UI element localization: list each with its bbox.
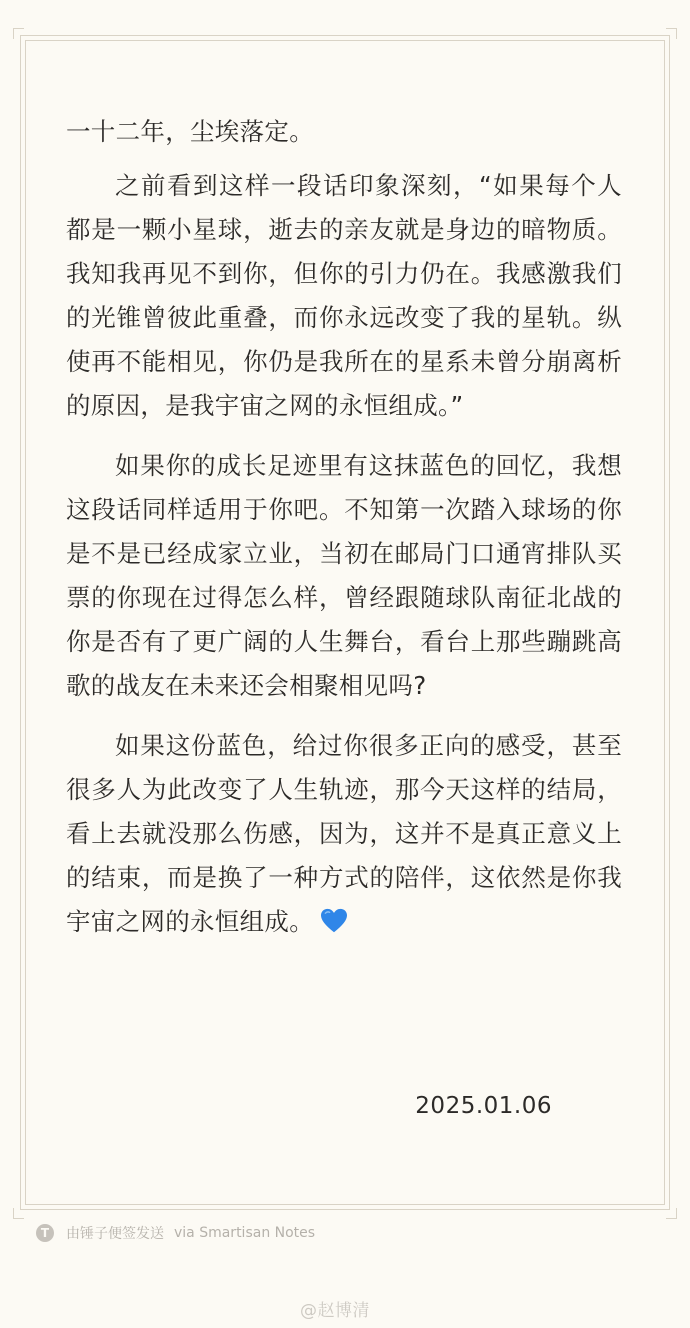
frame-corner — [666, 1208, 677, 1219]
blue-heart-icon — [320, 908, 348, 934]
smartisan-logo-icon: T — [36, 1224, 54, 1242]
sent-via-en: via Smartisan Notes — [174, 1225, 316, 1241]
note-paragraph: 如果你的成长足迹里有这抹蓝色的回忆，我想这段话同样适用于你吧。不知第一次踏入球场的你是不是已经成家立业，当初在邮局门口通宵排队买票的你现在过得怎么样，曾经跟随球队南征北战的你是否有了更广阔的人生舞台，看台上那些蹦跳高歌的战友在未来还会相聚相见吗? — [66, 451, 622, 700]
note-paragraph: 一十二年，尘埃落定。 — [66, 117, 314, 146]
frame-corner — [13, 28, 24, 39]
note-paragraph-text: 如果这份蓝色，给过你很多正向的感受，甚至很多人为此改变了人生轨迹，那今天这样的结局，看上去就没那么伤感，因为，这并不是真正意义上的结束，而是换了一种方式的陪伴，这依然是你我宇宙之网的永恒组成。 — [66, 731, 622, 936]
frame-corner — [666, 28, 677, 39]
sent-via-cn: 由锤子便签发送 — [66, 1226, 164, 1242]
note-date: 2025.01.06 — [415, 1093, 552, 1119]
weibo-watermark: @赵博清 — [300, 1301, 370, 1321]
frame-corner — [13, 1208, 24, 1219]
note-paragraph — [66, 724, 622, 944]
note-paragraph: 之前看到这样一段话印象深刻，“如果每个人都是一颗小星球，逝去的亲友就是身边的暗物质。我知我再见不到你，但你的引力仍在。我感激我们的光锥曾彼此重叠，而你永远改变了我的星轨。纵使再不能相见，你仍是我所在的星系未曾分崩离析的原因，是我宇宙之网的永恒组成。” — [66, 171, 622, 420]
note-body — [66, 110, 622, 960]
sent-via-footer — [36, 1221, 315, 1245]
